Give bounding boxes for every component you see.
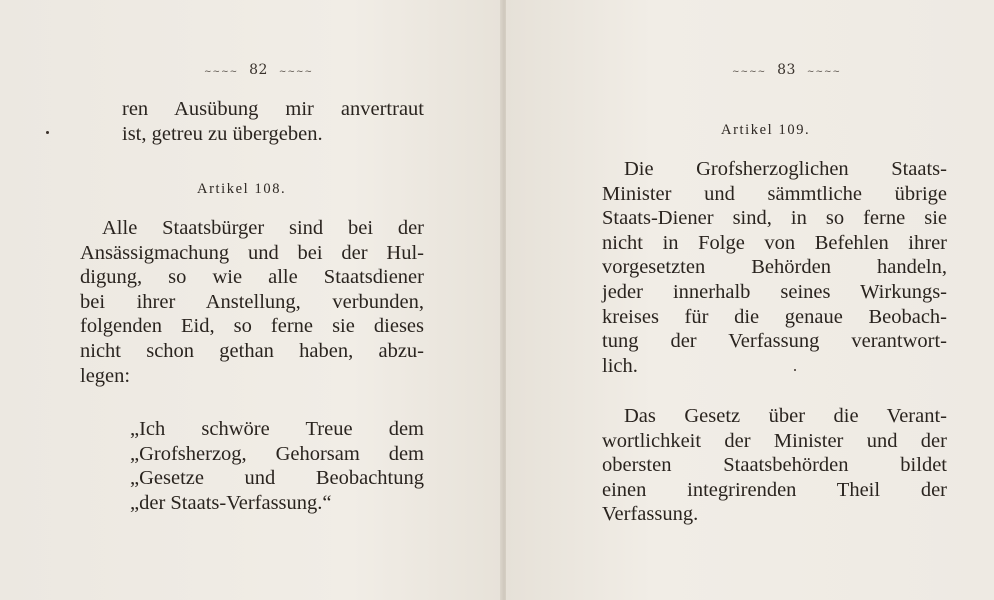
article-line: bei ihrer Anstellung, verbunden, [80, 290, 424, 313]
article-line: legen: [80, 364, 131, 387]
right-article-heading: Artikel 109. [721, 122, 811, 138]
left-page-number-value: 82 [249, 62, 268, 78]
paragraph-line: wortlichkeit der Minister und der [602, 429, 947, 452]
ink-speck [794, 369, 796, 371]
paragraph-line: lich. [602, 354, 638, 377]
right-page [506, 0, 994, 600]
left-page-number-ornament-left: ~~~~ [204, 67, 239, 77]
paragraph-line: vorgesetzten Behörden handeln, [602, 256, 947, 279]
left-article-text [80, 216, 424, 388]
oath-line: „Ich schwöre Treue dem [130, 418, 424, 440]
paragraph-line: nicht in Folge von Befehlen ihrer [602, 231, 947, 254]
continuation-line: ist, getreu zu übergeben. [122, 122, 323, 145]
paragraph-line: jeder innerhalb seines Wirkungs- [602, 280, 947, 303]
paragraph-line: Verfassung. [602, 503, 699, 526]
right-paragraph-2 [602, 404, 947, 527]
right-page-number [732, 62, 841, 78]
article-line: digung, so wie alle Staatsdiener [80, 266, 424, 289]
oath-line: „Gesetze und Beobachtung [130, 467, 424, 490]
right-page-number-value: 83 [777, 62, 796, 78]
article-line: Ansässigmachung und bei der Hul- [80, 241, 424, 264]
left-page-number [204, 62, 313, 78]
oath-text [130, 417, 424, 515]
right-page-number-ornament-left: ~~~~ [732, 67, 767, 77]
article-line: nicht schon gethan haben, abzu- [80, 339, 424, 362]
paragraph-line: Minister und sämmtliche übrige [602, 182, 947, 205]
oath-line: „der Staats-Verfassung.“ [130, 491, 332, 514]
paragraph-line: obersten Staatsbehörden bildet [602, 454, 947, 477]
article-line: folgenden Eid, so ferne sie dieses [80, 315, 424, 338]
continuation-line: ren Ausübung mir anvertraut [122, 98, 424, 120]
paragraph-line: einen integrirenden Theil der [602, 478, 947, 501]
left-continuation-text [122, 97, 424, 146]
paragraph-line: kreises für die genaue Beobach- [602, 305, 947, 328]
paragraph-line: Das Gesetz über die Verant- [624, 405, 947, 427]
left-page-number-ornament-right: ~~~~ [278, 67, 314, 77]
paragraph-line: Staats-Diener sind, in so ferne sie [602, 207, 947, 230]
right-page-number-ornament-right: ~~~~ [806, 67, 842, 77]
paragraph-line: tung der Verfassung verantwort- [602, 330, 947, 353]
right-paragraph-1 [602, 157, 947, 378]
ink-speck [46, 131, 49, 134]
oath-line: „Grofsherzog, Gehorsam dem [130, 442, 424, 465]
left-article-heading: Artikel 108. [197, 181, 287, 197]
paragraph-line: Die Grofsherzoglichen Staats- [624, 158, 947, 180]
article-line: Alle Staatsbürger sind bei der [102, 217, 424, 239]
